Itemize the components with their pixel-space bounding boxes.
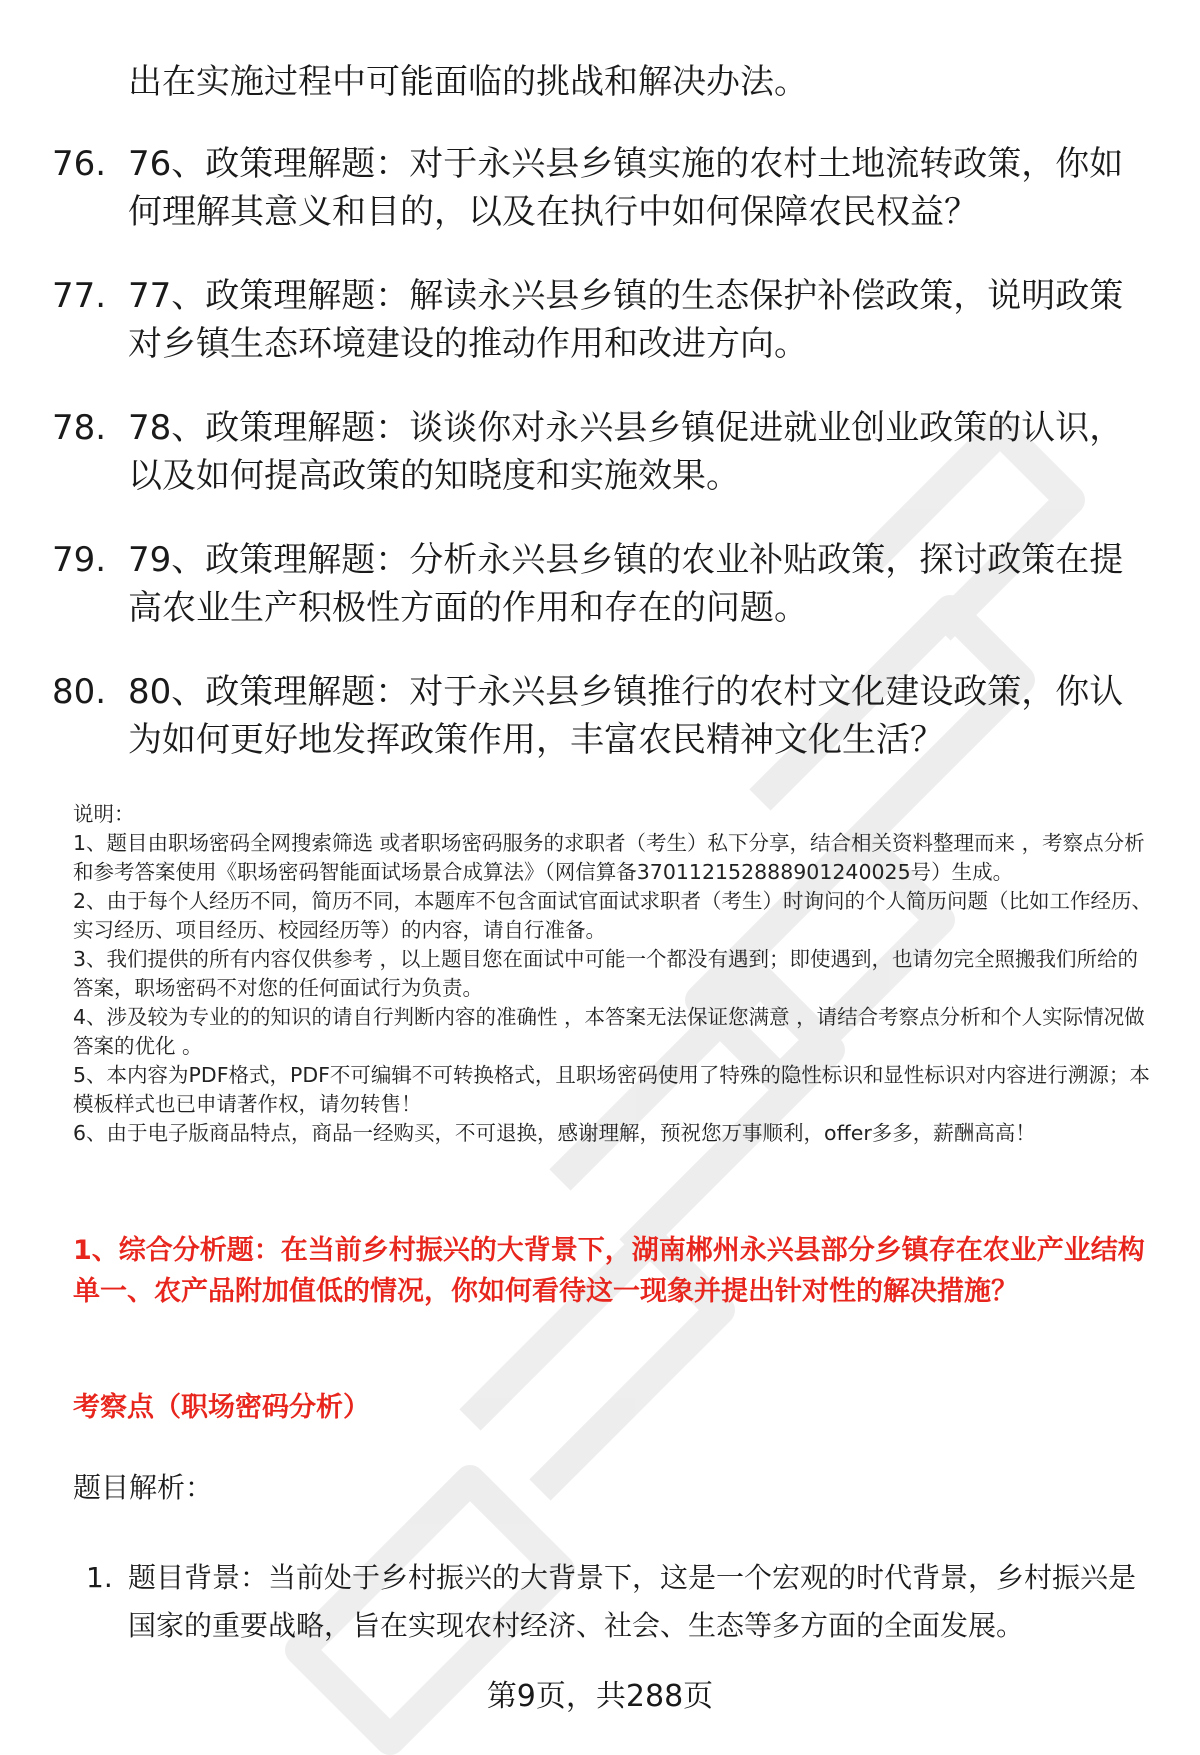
list-item <box>0 536 1200 668</box>
question-text: 78、政策理解题：谈谈你对永兴县乡镇促进就业创业政策的认识，以及如何提高政策的知晓度和实施效果。 <box>128 408 1124 496</box>
list-item <box>0 668 1200 800</box>
question-text: 79、政策理解题：分析永兴县乡镇的农业补贴政策，探讨政策在提高农业生产积极性方面的作用和存在的问题。 <box>128 540 1124 628</box>
question-number: 77. <box>52 276 107 316</box>
list-item <box>0 404 1200 536</box>
question-number: 79. <box>52 540 107 580</box>
question-text: 76、政策理解题：对于永兴县乡镇实施的农村土地流转政策，你如何理解其意义和目的，以及在执行中如何保障农民权益？ <box>128 144 1124 232</box>
question-list <box>0 140 1200 800</box>
analysis-label: 题目解析： <box>73 1471 214 1504</box>
list-item <box>0 272 1200 404</box>
question-text: 80、政策理解题：对于永兴县乡镇推行的农村文化建设政策，你认为如何更好地发挥政策作用，丰富农民精神文化生活？ <box>128 672 1124 760</box>
note-item: 6、由于电子版商品特点，商品一经购买，不可退换，感谢理解，预祝您万事顺利，offer多多，薪酬高高！ <box>73 1121 1036 1145</box>
list-item <box>0 140 1200 272</box>
note-item: 4、涉及较为专业的的知识的请自行判断内容的准确性 ，本答案无法保证您满意 ，请结合考察点分析和个人实际情况做答案的优化 。 <box>73 1005 1145 1058</box>
note-item: 5、本内容为PDF格式，PDF不可编辑不可转换格式，且职场密码使用了特殊的隐性标识和显性标识对内容进行溯源；本模板样式也已申请著作权，请勿转售！ <box>73 1063 1150 1116</box>
question-number: 80. <box>52 672 107 712</box>
analysis-point-number: 1. <box>86 1561 113 1594</box>
exam-point-heading: 考察点（职场密码分析） <box>73 1392 370 1423</box>
page-footer: 第9页，共288页 <box>486 1679 714 1714</box>
notes-section <box>73 800 1155 1148</box>
note-item: 1、题目由职场密码全网搜索筛选 或者职场密码服务的求职者（考生）私下分享，结合相关资料整理而来 ，考察点分析和参考答案使用《职场密码智能面试场景合成算法》（网信算备370112152888901240025号）生成。 <box>73 831 1145 884</box>
analysis-point-text: 题目背景：当前处于乡村振兴的大背景下，这是一个宏观的时代背景，乡村振兴是国家的重要战略，旨在实现农村经济、社会、生态等多方面的全面发展。 <box>128 1561 1137 1642</box>
question-number: 76. <box>52 144 107 184</box>
question-number: 78. <box>52 408 107 448</box>
notes-title: 说明： <box>73 802 135 826</box>
main-question-heading: 1、综合分析题：在当前乡村振兴的大背景下，湖南郴州永兴县部分乡镇存在农业产业结构单一、农产品附加值低的情况，你如何看待这一现象并提出针对性的解决措施？ <box>73 1235 1145 1307</box>
continuation-line: 出在实施过程中可能面临的挑战和解决办法。 <box>128 62 808 102</box>
note-item: 3、我们提供的所有内容仅供参考 ，以上题目您在面试中可能一个都没有遇到；即使遇到，也请勿完全照搬我们所给的答案，职场密码不对您的任何面试行为负责。 <box>73 947 1139 1000</box>
question-text: 77、政策理解题：解读永兴县乡镇的生态保护补偿政策，说明政策对乡镇生态环境建设的推动作用和改进方向。 <box>128 276 1124 364</box>
note-item: 2、由于每个人经历不同，简历不同，本题库不包含面试官面试求职者（考生）时询问的个人简历问题（比如工作经历、实习经历、项目经历、校园经历等）的内容，请自行准备。 <box>73 889 1153 942</box>
